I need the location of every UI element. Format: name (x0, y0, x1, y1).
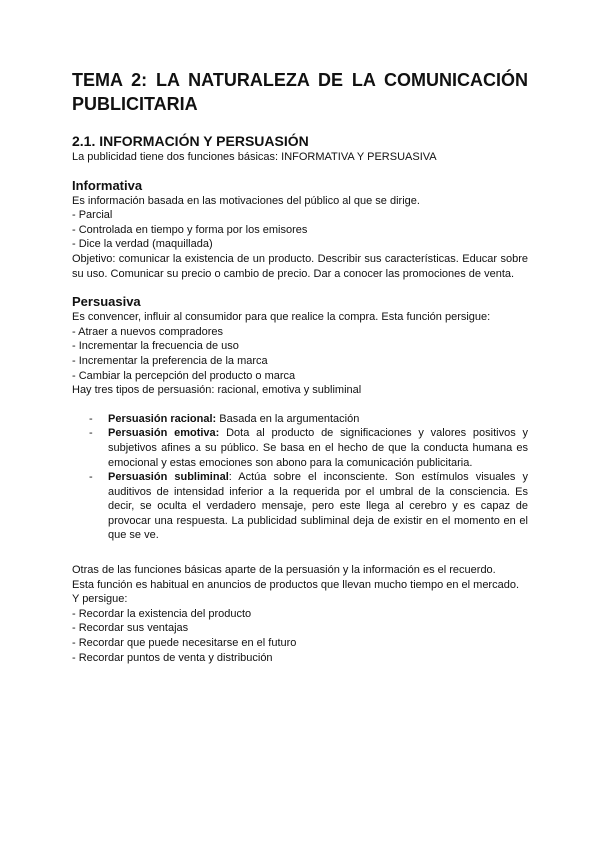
recuerdo-line: Otras de las funciones básicas aparte de la persuasión y la información es el recuerdo. (72, 564, 496, 577)
persuasion-types-intro: Hay tres tipos de persuasión: racional, emotiva y subliminal (72, 384, 362, 397)
list-item: - Recordar sus ventajas (72, 622, 189, 635)
informativa-definition: Es información basada en las motivaciones del público al que se dirige. (72, 194, 420, 207)
document-title: TEMA 2: LA NATURALEZA DE LA COMUNICACIÓN PUBLICITARIA (72, 70, 528, 114)
persuasion-type-item (72, 470, 528, 543)
persuasion-type-term: Persuasión subliminal (108, 471, 229, 484)
persuasion-types-list (72, 412, 528, 543)
persuasion-type-text: Basada en la argumentación (216, 412, 360, 425)
informativa-objetivo: Objetivo: comunicar la existencia de un producto. Describir sus características. Educar sobre su uso. Comunicar su precio o cambio de precio. Dar a conocer las promociones de venta. (72, 252, 528, 280)
persuasion-type-text: : Actúa sobre el inconsciente. Son estímulos visuales y auditivos de intensidad inferior a la requerida por el umbral de la consciencia. Es decir, se oculta el verdadero mensaje, pero este llega al cerebro y es capaz de provocar una respuesta. La publicidad subliminal deja de existir en el momento en el que se ve. (108, 471, 528, 542)
persuasion-type-item (72, 426, 528, 470)
persuasion-type-term: Persuasión racional: (108, 412, 217, 425)
list-item: - Atraer a nuevos compradores (72, 325, 224, 338)
persuasion-type-text: Dota al producto de significaciones y valores positivos y subjetivos afines a su público. Se basa en el hecho de que la conducta humana es emocional y estas emociones son abono para la comunicación publicitaria. (108, 427, 529, 469)
list-item: - Recordar que puede necesitarse en el futuro (72, 637, 297, 650)
informativa-heading: Informativa (72, 177, 143, 193)
persuasiva-heading: Persuasiva (72, 294, 141, 310)
list-item: - Parcial (72, 209, 113, 222)
dash-bullet: - (89, 412, 93, 425)
section-heading: 2.1. INFORMACIÓN Y PERSUASIÓN (72, 133, 309, 149)
list-item: - Incrementar la preferencia de la marca (72, 354, 268, 367)
persuasion-type-item (72, 412, 528, 427)
persuasion-type-term: Persuasión emotiva: (108, 427, 220, 440)
section-intro: La publicidad tiene dos funciones básicas: INFORMATIVA Y PERSUASIVA (72, 151, 437, 163)
dash-bullet: - (89, 471, 93, 484)
recuerdo-line: Y persigue: (72, 593, 128, 606)
list-item: - Incrementar la frecuencia de uso (72, 340, 239, 353)
document-page (72, 68, 528, 665)
list-item: - Recordar puntos de venta y distribución (72, 651, 273, 664)
recuerdo-line: Esta función es habitual en anuncios de productos que llevan mucho tiempo en el mercado. (72, 578, 520, 591)
list-item: - Dice la verdad (maquillada) (72, 238, 213, 251)
list-item: - Cambiar la percepción del producto o marca (72, 369, 296, 382)
list-item: - Controlada en tiempo y forma por los emisores (72, 223, 308, 236)
list-item: - Recordar la existencia del producto (72, 607, 252, 620)
dash-bullet: - (89, 427, 93, 440)
persuasiva-definition: Es convencer, influir al consumidor para que realice la compra. Esta función persigue: (72, 311, 491, 324)
